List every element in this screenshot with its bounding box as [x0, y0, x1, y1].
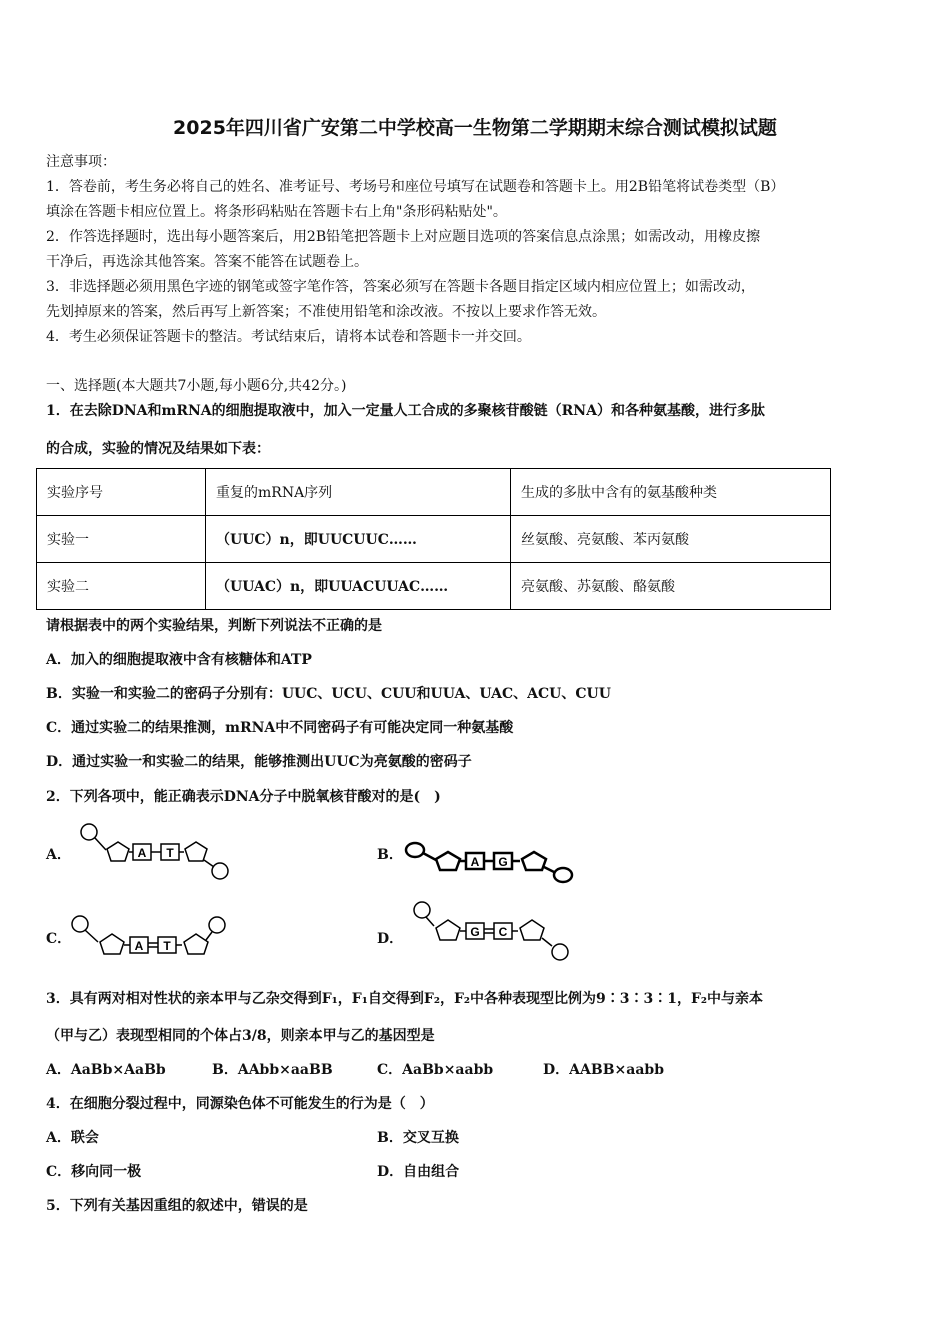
q1-question: 请根据表中的两个实验结果，判断下列说法不正确的是 — [46, 618, 382, 634]
table-header-cell: 生成的多肽中含有的氨基酸种类 — [511, 469, 831, 516]
q3-stem-line1: 3．具有两对相对性状的亲本甲与乙杂交得到F₁，F₁自交得到F₂，F₂中各种表现型比例为9∶3∶3∶1，F₂中与亲本 — [46, 991, 764, 1007]
q4-stem: 4．在细胞分裂过程中，同源染色体不可能发生的行为是（ ） — [46, 1096, 434, 1112]
base-2: G — [498, 855, 508, 869]
q4-option-c[interactable]: C．移向同一极 — [46, 1164, 142, 1180]
q2-option-c-label[interactable]: C． — [46, 931, 72, 947]
table-header-cell: 实验序号 — [37, 469, 206, 516]
notice-heading: 注意事项： — [46, 154, 116, 170]
q2-option-a-diagram[interactable] — [76, 820, 236, 884]
notice-line: 干净后，再选涂其他答案。答案不能答在试题卷上。 — [46, 254, 368, 270]
table-header-row — [37, 469, 831, 516]
q1-option-a[interactable]: A．加入的细胞提取液中含有核糖体和ATP — [46, 652, 312, 668]
table-cell: （UUAC）n，即UUACUUAC…… — [206, 563, 511, 610]
notice-line: 2．作答选择题时，选出每小题答案后，用2B铅笔把答题卡上对应题目选项的答案信息点涂黑；如需改动，用橡皮擦 — [46, 229, 761, 245]
q1-stem-line2: 的合成，实验的情况及结果如下表： — [46, 441, 270, 457]
table-cell: （UUC）n，即UUCUUC…… — [206, 516, 511, 563]
table-cell: 实验一 — [37, 516, 206, 563]
base-1: A — [470, 855, 480, 869]
table-cell: 实验二 — [37, 563, 206, 610]
table-cell: 丝氨酸、亮氨酸、苯丙氨酸 — [511, 516, 831, 563]
table-header-cell: 重复的mRNA序列 — [206, 469, 511, 516]
q2-option-a-label[interactable]: A． — [46, 847, 71, 863]
q1-option-b[interactable]: B．实验一和实验二的密码子分别有：UUC、UCU、CUU和UUA、UAC、ACU、CUU — [46, 686, 611, 702]
q2-option-d-label[interactable]: D． — [377, 931, 404, 947]
q4-option-a[interactable]: A．联会 — [46, 1130, 99, 1146]
q1-option-d[interactable]: D．通过实验一和实验二的结果，能够推测出UUC为亮氨酸的密码子 — [46, 754, 472, 770]
q2-option-b-diagram[interactable] — [402, 836, 582, 886]
q2-stem: 2．下列各项中，能正确表示DNA分子中脱氧核苷酸对的是( ) — [46, 789, 441, 805]
notice-line: 1．答卷前，考生务必将自己的姓名、准考证号、考场号和座位号填写在试题卷和答题卡上。用2B铅笔将试卷类型（B） — [46, 179, 785, 195]
q2-option-b-label[interactable]: B． — [377, 847, 403, 863]
q3-option-c[interactable]: C．AaBb×aabb — [377, 1062, 494, 1078]
q3-option-b[interactable]: B．AAbb×aaBB — [212, 1062, 333, 1078]
q3-stem-line2: （甲与乙）表现型相同的个体占3/8，则亲本甲与乙的基因型是 — [46, 1028, 435, 1044]
base-1: A — [137, 846, 147, 860]
notice-line: 3．非选择题必须用黑色字迹的钢笔或签字笔作答，答案必须写在答题卡各题目指定区域内相应位置上；如需改动， — [46, 279, 755, 295]
section-heading: 一、选择题(本大题共7小题,每小题6分,共42分。) — [46, 378, 347, 394]
q1-stem-line1: 1．在去除DNA和mRNA的细胞提取液中，加入一定量人工合成的多聚核苷酸链（RNA）和各种氨基酸，进行多肽 — [46, 403, 765, 419]
base-1: G — [470, 925, 480, 939]
experiment-table — [36, 468, 831, 610]
table-cell: 亮氨酸、苏氨酸、酪氨酸 — [511, 563, 831, 610]
base-2: T — [163, 939, 171, 953]
base-2: C — [498, 925, 508, 939]
q5-stem: 5．下列有关基因重组的叙述中，错误的是 — [46, 1198, 308, 1214]
q4-option-b[interactable]: B．交叉互换 — [377, 1130, 459, 1146]
page-title: 2025年四川省广安第二中学校高一生物第二学期期末综合测试模拟试题 — [173, 117, 777, 139]
base-1: A — [134, 939, 144, 953]
table-row — [37, 516, 831, 563]
q2-option-d-diagram[interactable] — [408, 898, 573, 964]
notice-line: 4．考生必须保证答题卡的整洁。考试结束后，请将本试卷和答题卡一并交回。 — [46, 329, 531, 345]
q4-option-d[interactable]: D．自由组合 — [377, 1164, 460, 1180]
q3-option-d[interactable]: D．AABB×aabb — [543, 1062, 664, 1078]
notice-line: 填涂在答题卡相应位置上。将条形码粘贴在答题卡右上角"条形码粘贴处"。 — [46, 204, 507, 220]
table-row — [37, 563, 831, 610]
notice-line: 先划掉原来的答案，然后再写上新答案；不准使用铅笔和涂改液。不按以上要求作答无效。 — [46, 304, 606, 320]
base-2: T — [166, 846, 174, 860]
q3-option-a[interactable]: A．AaBb×AaBb — [46, 1062, 166, 1078]
q2-option-c-diagram[interactable] — [68, 912, 233, 964]
q1-option-c[interactable]: C．通过实验二的结果推测，mRNA中不同密码子有可能决定同一种氨基酸 — [46, 720, 514, 736]
